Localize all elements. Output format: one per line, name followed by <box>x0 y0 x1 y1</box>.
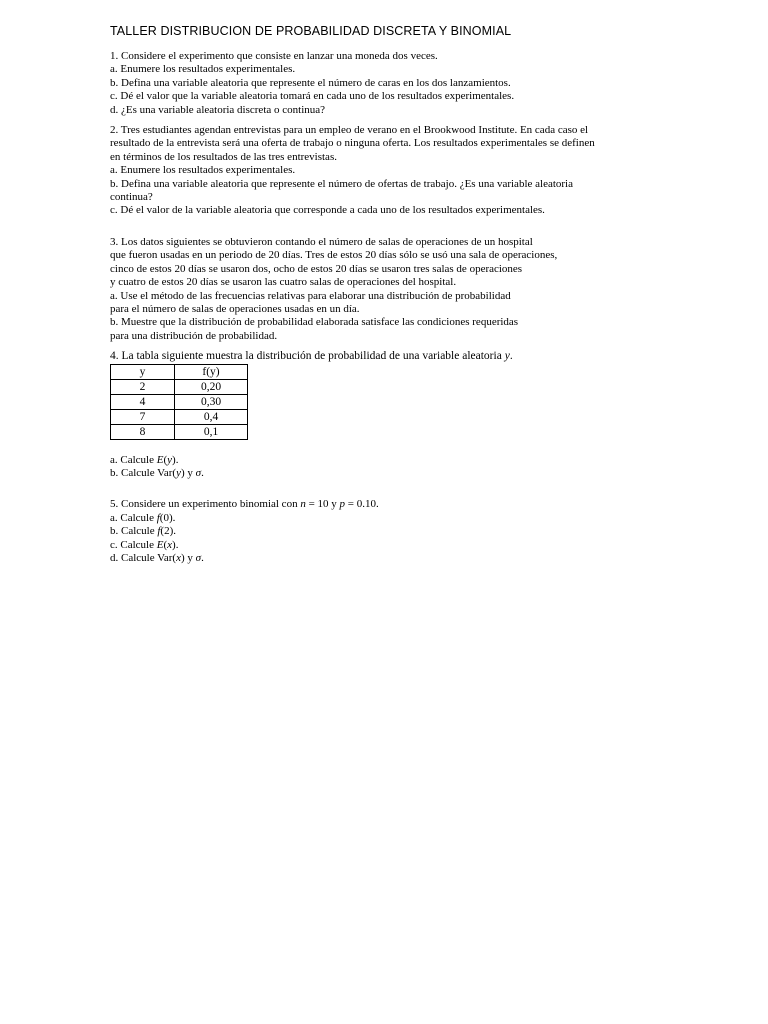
q5d-pre: d. Calcule Var( <box>110 551 177 564</box>
question-4 <box>110 350 670 480</box>
q3-line: para el número de salas de operaciones usadas en un día. <box>110 302 360 315</box>
table-row <box>111 409 248 424</box>
table-row <box>111 379 248 394</box>
table-header-row <box>111 364 248 379</box>
table-cell: 4 <box>111 394 175 409</box>
q5-intro-n: n <box>300 498 306 511</box>
table-header-cell: y <box>111 364 175 379</box>
q5c-open: ( <box>163 538 168 551</box>
q5c-fn: E <box>156 538 164 551</box>
q4b-var: y <box>176 466 181 479</box>
q5d-var: x <box>176 551 181 564</box>
q4-intro <box>110 350 670 363</box>
question-3 <box>110 236 670 343</box>
q2-line: a. Enumere los resultados experimentales. <box>110 164 296 177</box>
q3-line: para una distribución de probabilidad. <box>110 329 278 342</box>
table-cell: 8 <box>111 424 175 439</box>
q3-line: cinco de estos 20 días se usaron dos, ocho de estos 20 días se usaron tres salas de operaciones <box>110 262 523 275</box>
q2-line: resultado de la entrevista será una oferta de trabajo o ninguna oferta. Los resultados experimentales se definen <box>110 137 595 150</box>
q5b-arg: (2). <box>160 525 176 538</box>
table-row <box>111 394 248 409</box>
q5-intro-mid: = 10 y <box>305 498 340 511</box>
q4a-open: ( <box>163 453 168 466</box>
q5a-arg: (0). <box>159 511 176 524</box>
q3-line: y cuatro de estos 20 días se usaron las cuatro salas de operaciones del hospital. <box>110 276 457 289</box>
q5-item-b <box>110 525 670 538</box>
q4b-mid: ) y <box>180 466 196 479</box>
table-cell: 0,4 <box>175 409 248 424</box>
q3-line: a. Use el método de las frecuencias relativas para elaborar una distribución de probabilidad <box>110 289 511 302</box>
question-1 <box>110 50 670 117</box>
q1-line: a. Enumere los resultados experimentales. <box>110 63 296 76</box>
q3-line: b. Muestre que la distribución de probabilidad elaborada satisface las condiciones requeridas <box>110 316 519 329</box>
table-cell: 0,1 <box>175 424 248 439</box>
q1-line: d. ¿Es una variable aleatoria discreta o continua? <box>110 103 326 116</box>
q4b-end: . <box>201 466 204 479</box>
document-page <box>110 24 670 565</box>
q4-intro-end: . <box>509 350 513 363</box>
table-cell: 0,30 <box>175 394 248 409</box>
q5d-end: . <box>201 551 204 564</box>
q4b-pre: b. Calcule Var( <box>110 466 177 479</box>
q5-intro-p: p <box>339 498 346 511</box>
q5c-pre: c. Calcule <box>110 538 157 551</box>
q2-line: b. Defina una variable aleatoria que represente el número de ofertas de trabajo. ¿Es una variable aleatoria <box>110 177 573 190</box>
q3-line: que fueron usadas en un periodo de 20 días. Tres de estos 20 días sólo se usó una sala de operaciones, <box>110 249 558 262</box>
q4a-close: ). <box>172 453 179 466</box>
table-header-cell: f(y) <box>175 364 248 379</box>
q1-line: c. Dé el valor que la variable aleatoria tomará en cada uno de los resultados experimentales. <box>110 90 515 103</box>
q4-intro-var: y <box>504 350 510 363</box>
table-cell: 0,20 <box>175 379 248 394</box>
document-title: TALLER DISTRIBUCION DE PROBABILIDAD DISCRETA Y BINOMIAL <box>110 24 512 38</box>
table-cell: 2 <box>111 379 175 394</box>
q1-line: 1. Considere el experimento que consiste en lanzar una moneda dos veces. <box>110 50 438 62</box>
q4a-pre: a. Calcule <box>110 453 157 466</box>
q5-item-d <box>110 552 670 565</box>
q1-line: b. Defina una variable aleatoria que represente el número de caras en los dos lanzamientos. <box>110 76 511 89</box>
q5d-sigma: σ <box>195 551 202 564</box>
q2-line: continua? <box>110 191 153 204</box>
q5-item-a <box>110 512 670 525</box>
question-2 <box>110 124 670 218</box>
q2-line: c. Dé el valor de la variable aleatoria que corresponde a cada uno de los resultados experimentales. <box>110 204 545 217</box>
table-cell: 7 <box>111 409 175 424</box>
table-row <box>111 424 248 439</box>
q5a-pre: a. Calcule <box>110 511 157 524</box>
q5b-pre: b. Calcule <box>110 525 158 538</box>
q5d-mid: ) y <box>180 551 196 564</box>
q4a-fn: E <box>156 453 164 466</box>
q5c-var: x <box>167 538 173 551</box>
q3-line: 3. Los datos siguientes se obtuvieron contando el número de salas de operaciones de un hospital <box>110 235 533 248</box>
q5c-close: ). <box>172 538 179 551</box>
probability-table <box>110 364 248 440</box>
q5b-fn: f <box>157 525 161 538</box>
q4-item-b <box>110 467 670 480</box>
q4-item-a <box>110 454 670 467</box>
q5a-fn: f <box>156 511 160 524</box>
q4-intro-text: 4. La tabla siguiente muestra la distribución de probabilidad de una variable aleatoria <box>110 350 505 363</box>
q4b-sigma: σ <box>195 466 202 479</box>
q5-intro <box>110 498 670 511</box>
q2-line: 2. Tres estudiantes agendan entrevistas para un empleo de verano en el Brookwood Institute. En cada caso el <box>110 124 589 137</box>
question-5 <box>110 498 670 565</box>
q4a-var: y <box>167 453 173 466</box>
q2-line: en términos de los resultados de las tres entrevistas. <box>110 150 337 163</box>
q5-item-c <box>110 539 670 552</box>
q5-intro-pre: 5. Considere un experimento binomial con <box>110 498 301 511</box>
q5-intro-end: = 0.10. <box>345 498 379 511</box>
